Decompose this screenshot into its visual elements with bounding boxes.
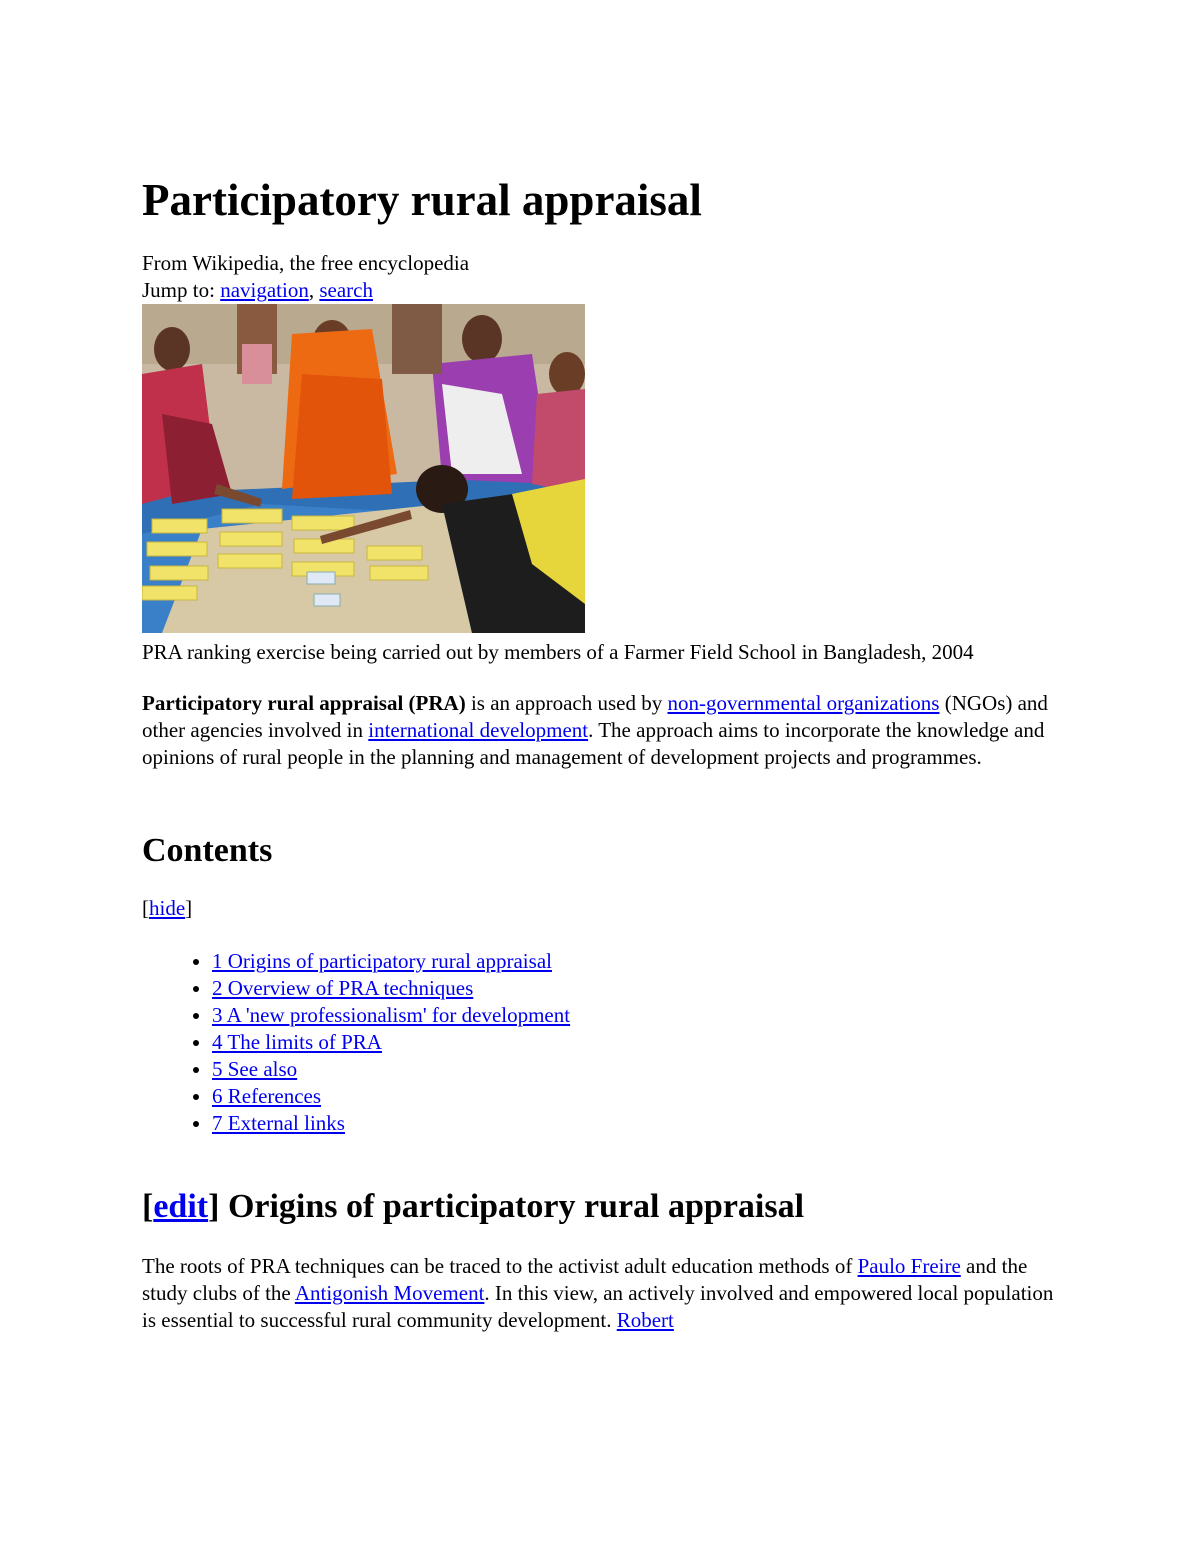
- edit-open-bracket: [: [142, 1188, 154, 1225]
- section-title: Origins of participatory rural appraisal: [219, 1188, 805, 1225]
- toc-item: [212, 1083, 1062, 1110]
- intro-text-2: (NGOs) and other agencies involved in: [142, 691, 1048, 742]
- toc-open-bracket: [: [142, 896, 149, 920]
- toc-item: [212, 1110, 1062, 1137]
- section-heading-origins: [142, 1185, 1062, 1229]
- paulo-freire-link[interactable]: Paulo Freire: [857, 1254, 961, 1278]
- intro-text-1: is an approach used by: [465, 691, 668, 715]
- toc-item: [212, 1002, 1062, 1029]
- toc-link-references[interactable]: 6 References: [212, 1084, 322, 1108]
- toc-link-see-also[interactable]: 5 See also: [212, 1057, 298, 1081]
- jump-separator: ,: [308, 278, 315, 302]
- contents-heading: Contents: [142, 832, 273, 869]
- photo-caption: PRA ranking exercise being carried out by members of a Farmer Field School in Bangladesh, 2004: [142, 640, 974, 664]
- toc-link-new-professionalism[interactable]: 3 A 'new professionalism' for development: [212, 1003, 571, 1027]
- intro-bold-term: Participatory rural appraisal (PRA): [142, 691, 466, 715]
- toc-link-overview[interactable]: 2 Overview of PRA techniques: [212, 976, 474, 1000]
- origins-text-3: . In this view, an actively involved and empowered local population is essential to successful rural community development.: [142, 1281, 1054, 1332]
- toc-item: [212, 948, 1062, 975]
- ngo-link[interactable]: non-governmental organizations: [667, 691, 940, 715]
- origins-text-1: The roots of PRA techniques can be traced to the activist adult education methods of: [142, 1254, 858, 1278]
- page-title: Participatory rural appraisal: [142, 175, 702, 225]
- edit-link[interactable]: edit: [153, 1188, 209, 1225]
- robert-link[interactable]: Robert: [616, 1308, 674, 1332]
- toc-item: [212, 1029, 1062, 1056]
- toc-close-bracket: ]: [185, 896, 193, 920]
- intro-paragraph: [142, 690, 1062, 771]
- pra-photo-image: [142, 304, 585, 633]
- international-development-link[interactable]: international development: [368, 718, 589, 742]
- toc-toggle: [142, 895, 1062, 922]
- toc-link-origins[interactable]: 1 Origins of participatory rural appraisal: [212, 949, 552, 973]
- pra-photo[interactable]: [142, 304, 585, 633]
- toc-item: [212, 1056, 1062, 1083]
- toc-item: [212, 975, 1062, 1002]
- origins-paragraph: [142, 1253, 1062, 1334]
- toc-link-external-links[interactable]: 7 External links: [212, 1111, 345, 1135]
- tagline: From Wikipedia, the free encyclopedia: [142, 251, 470, 275]
- toc-list: [142, 948, 1062, 1137]
- antigonish-movement-link[interactable]: Antigonish Movement: [294, 1281, 485, 1305]
- jump-to-line: [142, 277, 1062, 304]
- origins-text-2: and the study clubs of the: [142, 1254, 1028, 1305]
- navigation-link[interactable]: navigation: [220, 278, 309, 302]
- edit-close-bracket: ]: [208, 1188, 220, 1225]
- search-link[interactable]: search: [319, 278, 373, 302]
- intro-text-3: . The approach aims to incorporate the knowledge and opinions of rural people in the planning and management of development projects and programmes.: [142, 718, 1045, 769]
- toc-link-limits[interactable]: 4 The limits of PRA: [212, 1030, 382, 1054]
- article-page: [142, 170, 1062, 1334]
- jump-to-label: Jump to:: [142, 278, 215, 302]
- toc-hide-link[interactable]: hide: [149, 896, 186, 920]
